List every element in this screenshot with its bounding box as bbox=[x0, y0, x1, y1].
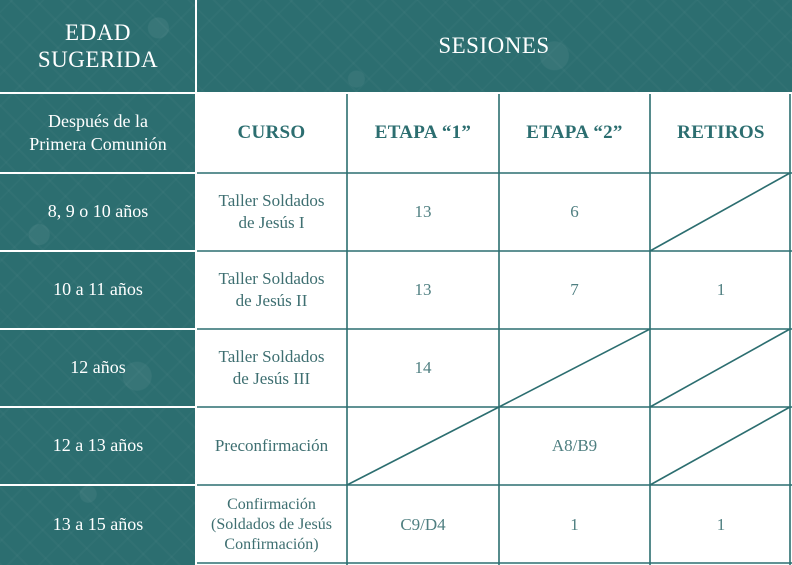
row-2-retiros: 1 bbox=[716, 280, 726, 299]
row-2-age: 10 a 11 años bbox=[53, 279, 143, 300]
left-subheader: Después de la Primera Comunión bbox=[29, 110, 167, 154]
row-2-course: Taller Soldados de Jesús II bbox=[218, 268, 325, 310]
column-header-etapa-2: ETAPA “2” bbox=[526, 122, 623, 143]
row-2-etapa-2: 7 bbox=[570, 280, 579, 299]
column-header-retiros: RETIROS bbox=[677, 122, 765, 143]
row-2-etapa-1: 13 bbox=[414, 280, 432, 299]
row-3-retiros bbox=[650, 329, 792, 407]
row-5-etapa-1: C9/D4 bbox=[400, 515, 446, 534]
row-4-course: Preconfirmación bbox=[214, 435, 329, 455]
row-4-etapa-2: A8/B9 bbox=[551, 436, 598, 455]
row-1-etapa-1: 13 bbox=[414, 202, 432, 221]
row-5-etapa-2: 1 bbox=[570, 515, 579, 534]
row-5-course: Confirmación (Soldados de Jesús Confirmación) bbox=[211, 496, 332, 553]
row-1-etapa-2: 6 bbox=[570, 202, 579, 221]
row-3-age: 12 años bbox=[70, 357, 126, 378]
row-1-retiros bbox=[650, 173, 792, 251]
column-header-curso: CURSO bbox=[237, 122, 306, 143]
row-4-etapa-1 bbox=[347, 407, 499, 485]
row-3-course: Taller Soldados de Jesús III bbox=[218, 346, 325, 388]
row-3-etapa-1: 14 bbox=[414, 358, 432, 377]
sessions-header: SESIONES bbox=[438, 33, 550, 59]
row-5-retiros: 1 bbox=[716, 515, 726, 534]
column-header-etapa-1: ETAPA “1” bbox=[374, 122, 472, 143]
row-4-retiros bbox=[650, 407, 792, 485]
age-header: EDAD SUGERIDA bbox=[37, 20, 159, 72]
row-1-course: Taller Soldados de Jesús I bbox=[218, 190, 325, 232]
row-4-age: 12 a 13 años bbox=[52, 435, 144, 456]
row-1-age: 8, 9 o 10 años bbox=[47, 201, 149, 222]
row-5-age: 13 a 15 años bbox=[52, 514, 144, 535]
row-3-etapa-2 bbox=[499, 329, 650, 407]
